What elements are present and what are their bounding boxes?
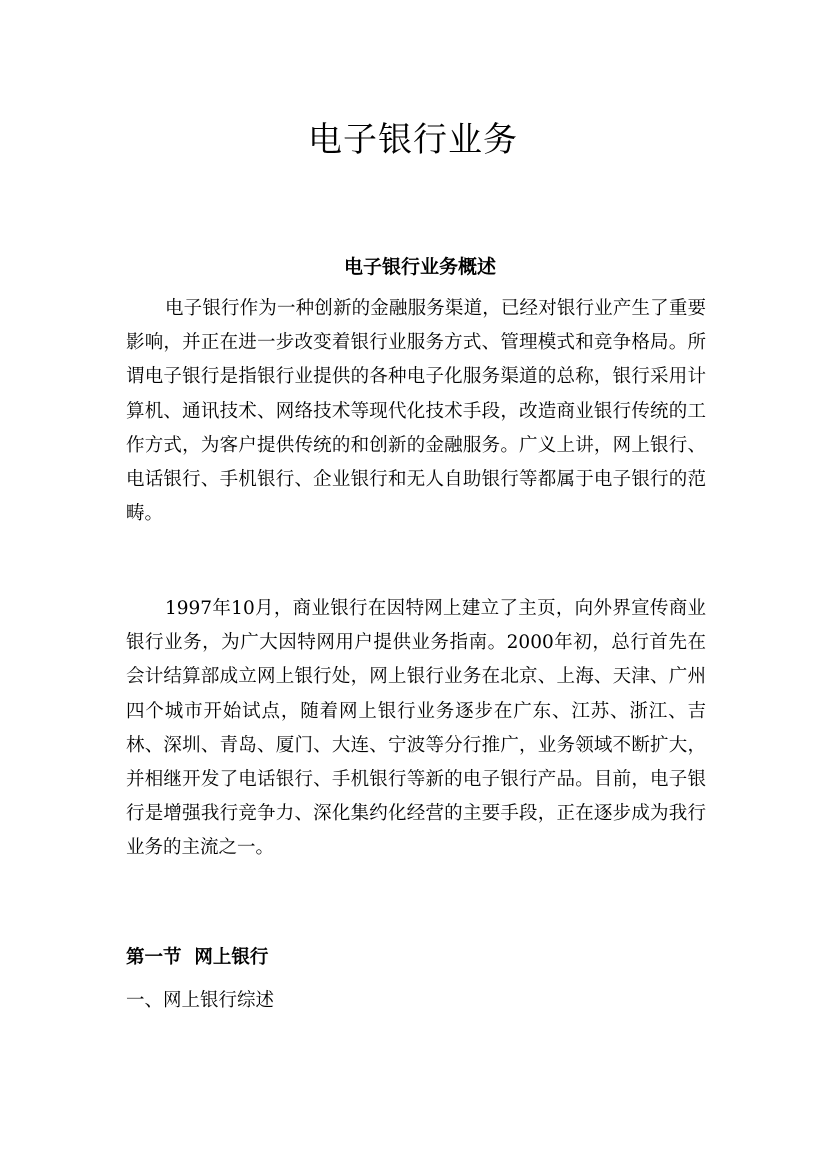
sub-heading: 一、网上银行综述 [126,990,275,1011]
section-title: 电子银行业务概述 [343,256,496,278]
document-title: 电子银行业务 [308,120,518,160]
body-paragraph: 电子银行作为一种创新的金融服务渠道，已经对银行业产生了重要影响，并正在进一步改变着银行业服务方式、管理模式和竞争格局。所谓电子银行是指银行业提供的各种电子化服务渠道的总称，银行采用计算机、通讯技术、网络技术等现代化技术手段，改造商业银行传统的工作方式，为客户提供传统的和创新的金融服务。广义上讲，网上银行、电话银行、手机银行、企业银行和无人自助银行等都属于电子银行的范畴。 [126,298,706,525]
body-paragraph: 1997年10月，商业银行在因特网上建立了主页，向外界宣传商业银行业务，为广大因特网用户提供业务指南。2000年初，总行首先在会计结算部成立网上银行处，网上银行业务在北京、上海、天津、广州四个城市开始试点，随着网上银行业务逐步在广东、江苏、浙江、吉林、深圳、青岛、厦门、大连、宁波等分行推广，业务领域不断扩大，并相继开发了电话银行、手机银行等新的电子银行产品。目前，电子银行是增强我行竞争力、深化集约化经营的主要手段，正在逐步成为我行业务的主流之一。 [126,598,706,859]
chapter-heading: 第一节 网上银行 [126,947,269,968]
